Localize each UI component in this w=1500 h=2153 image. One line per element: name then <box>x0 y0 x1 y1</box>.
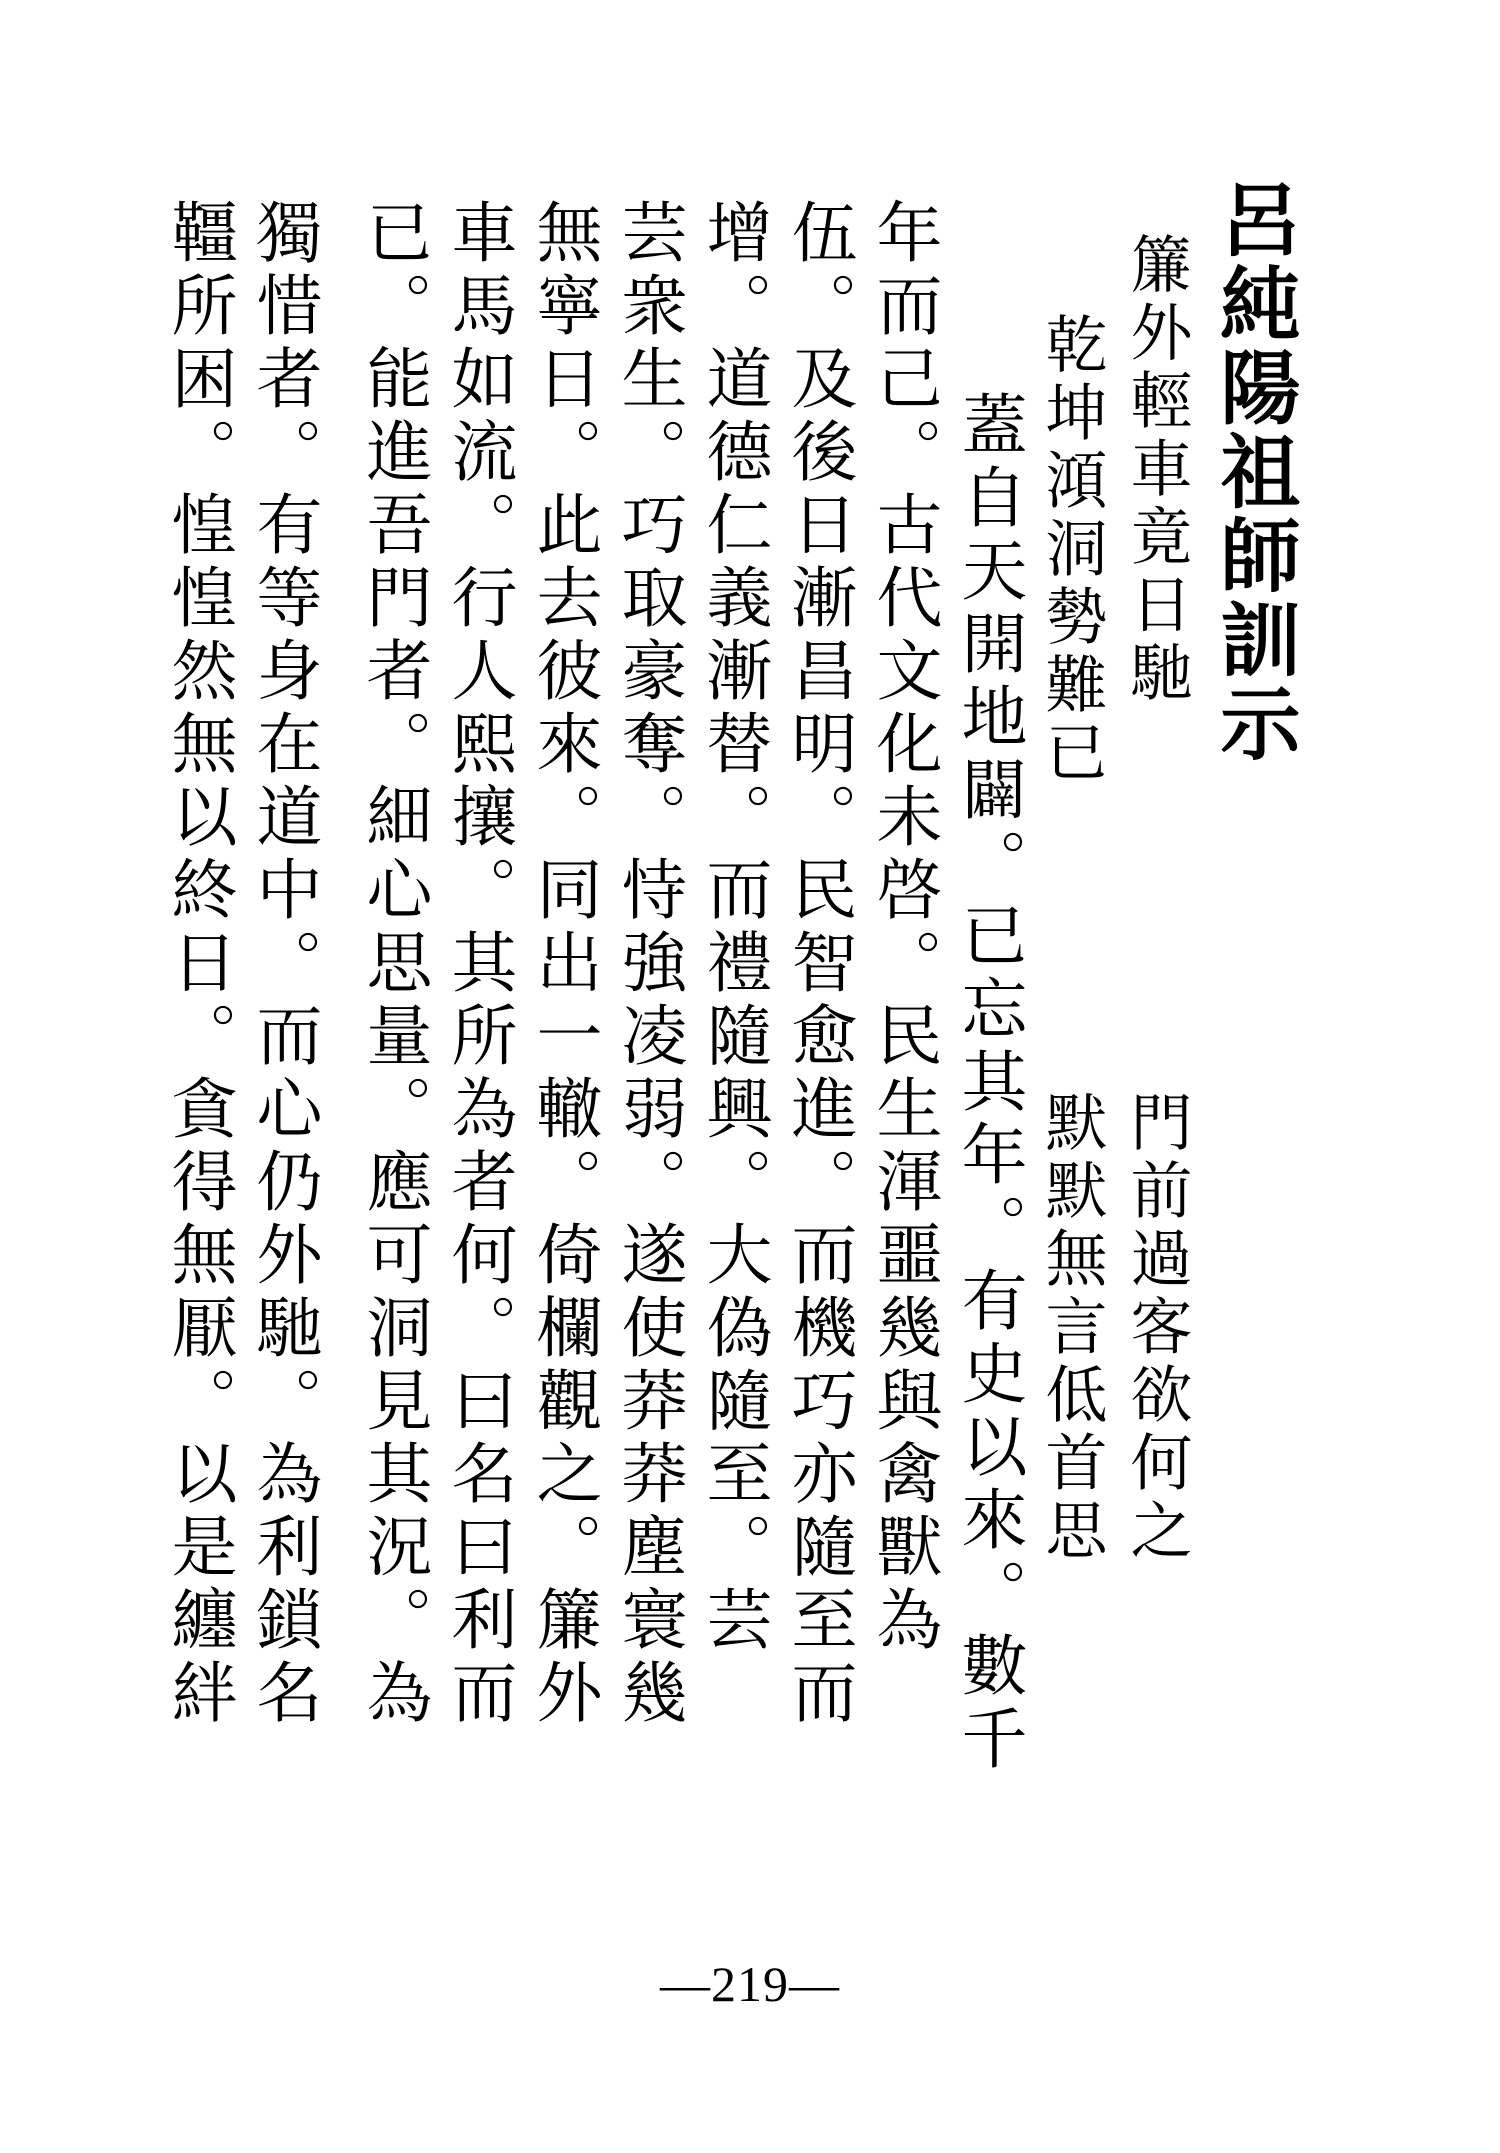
body-column: 韁所困。惶惶然無以終日。貪得無厭。以是纏絆 <box>160 198 237 1731</box>
body-column: 無寧日。此去彼來。同出一轍。倚欄觀之。簾外 <box>525 198 602 1731</box>
body-column: 蓋自天開地闢。已忘其年。有史以來。數千 <box>950 390 1027 1777</box>
body-column: 芸衆生。巧取豪奪。恃強凌弱。遂使莽莽塵寰幾 <box>610 198 687 1731</box>
page-number: —219— <box>660 1956 840 2012</box>
body-column: 增。道德仁義漸替。而禮隨興。大偽隨至。芸 <box>695 198 772 1658</box>
body-column: 獨惜者。有等身在道中。而心仍外馳。為利鎖名 <box>245 198 322 1731</box>
poem-line-2: 門前過客欲何之 <box>1120 1090 1193 1566</box>
body-column: 伍。及後日漸昌明。民智愈進。而機巧亦隨至而 <box>780 198 857 1731</box>
poem-line-1: 簾外輕車竟日馳 <box>1120 232 1193 708</box>
body-column: 已。能進吾門者。細心思量。應可洞見其況。為 <box>355 198 432 1731</box>
poem-line-4: 默默無言低首思 <box>1035 1090 1108 1566</box>
page-title: 呂純陽祖師訓示 <box>1207 178 1300 766</box>
body-column: 車馬如流。行人熙攘。其所為者何。曰名曰利而 <box>440 198 517 1731</box>
poem-line-3: 乾坤澒洞勢難已 <box>1035 312 1108 788</box>
body-column: 年而己。古代文化未啓。民生渾噩幾與禽獸為 <box>865 198 942 1658</box>
